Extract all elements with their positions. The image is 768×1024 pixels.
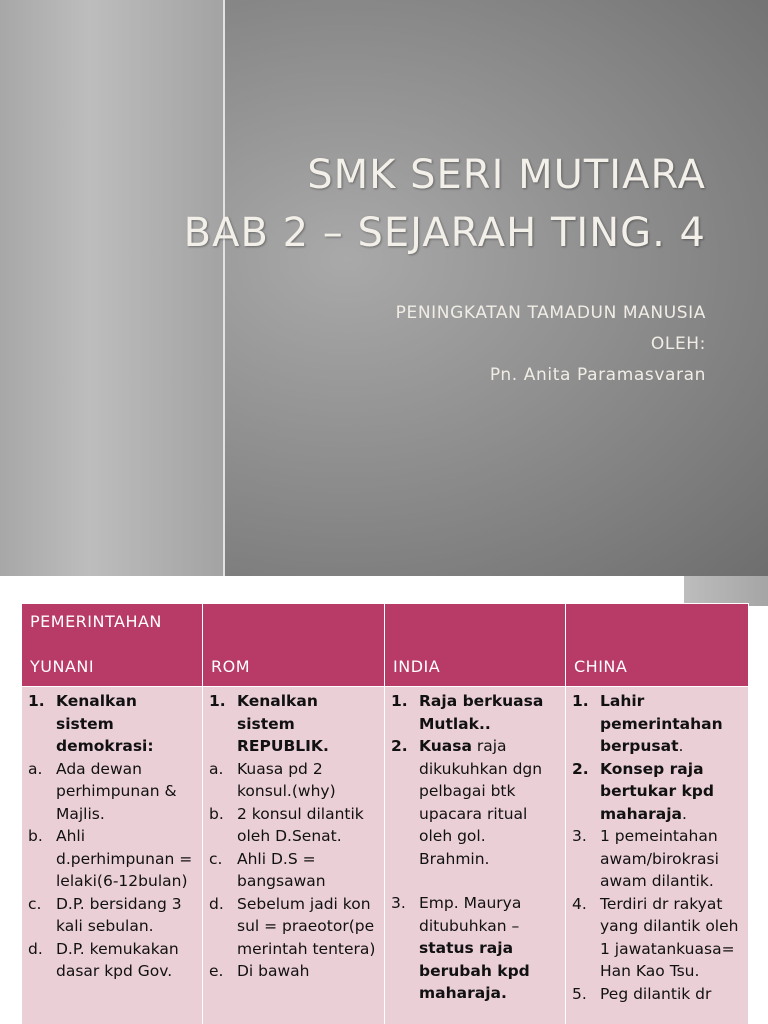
list-item: a. Kuasa pd 2 konsul.(why) xyxy=(209,759,336,800)
subtitle-line-1: PENINGKATAN TAMADUN MANUSIA xyxy=(395,303,706,323)
list-item: c. D.P. bersidang 3 kali sebulan. xyxy=(28,894,182,935)
slide-left-panel xyxy=(0,0,225,576)
list-item: b. Ahli d.perhimpunan = lelaki(6-12bulan) xyxy=(28,827,193,890)
subtitle-line-2: OLEH: xyxy=(650,334,706,354)
list-item: 1. Kenalkan sistem demokrasi: xyxy=(28,692,154,755)
table-row xyxy=(22,687,749,1024)
list-item: 3. 1 pemeintahan awam/birokrasi awam dilantik. xyxy=(572,827,719,890)
list-item: 1. Lahir pemerintahan berpusat. xyxy=(572,692,723,755)
slide-title xyxy=(184,146,706,262)
header-yunani: PEMERINTAHAN YUNANI xyxy=(22,604,203,687)
header-rom: ROM xyxy=(203,604,385,687)
list-item: 5. Peg dilantik dr xyxy=(572,984,712,1003)
list-item: d. Sebelum jadi konsul = praeotor(pemerintah tentera) xyxy=(209,894,376,958)
header-china: CHINA xyxy=(566,604,749,687)
list-item: 4. Terdiri dr rakyat yang dilantik oleh 1 jawatankuasa= Han Kao Tsu. xyxy=(572,894,739,980)
title-line-1: SMK SERI MUTIARA xyxy=(307,152,706,198)
subtitle-line-3: Pn. Anita Paramasvaran xyxy=(489,365,706,385)
cell-yunani xyxy=(22,687,203,1024)
list-item: 1. Raja berkuasa Mutlak.. xyxy=(391,692,544,733)
header-india: INDIA xyxy=(385,604,566,687)
list-item: 1. Kenalkan sistem REPUBLIK. xyxy=(209,692,329,755)
list-item: e. Di bawah xyxy=(209,962,310,980)
cell-india xyxy=(385,687,566,1024)
title-line-2: BAB 2 – SEJARAH TING. 4 xyxy=(183,210,706,256)
list-item: c. Ahli D.S = bangsawan xyxy=(209,849,326,890)
list-item: d. D.P. kemukakan dasar kpd Gov. xyxy=(28,939,179,980)
government-comparison-table xyxy=(21,603,749,1024)
list-item: 2. Kuasa raja dikukuhkan dgn pelbagai btk upacara ritual oleh gol. Brahmin. xyxy=(391,737,543,868)
list-item: a. Ada dewan perhimpunan & Majlis. xyxy=(28,759,177,823)
table-slide xyxy=(0,576,768,1024)
list-item: 3. Emp. Maurya ditubuhkan – status raja berubah kpd maharaja. xyxy=(391,894,530,1002)
cell-china xyxy=(566,687,749,1024)
list-item: 2. Konsep raja bertukar kpd maharaja. xyxy=(572,759,715,823)
slide-subtitle xyxy=(396,298,706,391)
table-header-row xyxy=(22,604,749,687)
list-item: b. 2 konsul dilantik oleh D.Senat. xyxy=(209,804,364,845)
cell-rom xyxy=(203,687,385,1024)
slide-corner-decoration xyxy=(684,576,768,606)
